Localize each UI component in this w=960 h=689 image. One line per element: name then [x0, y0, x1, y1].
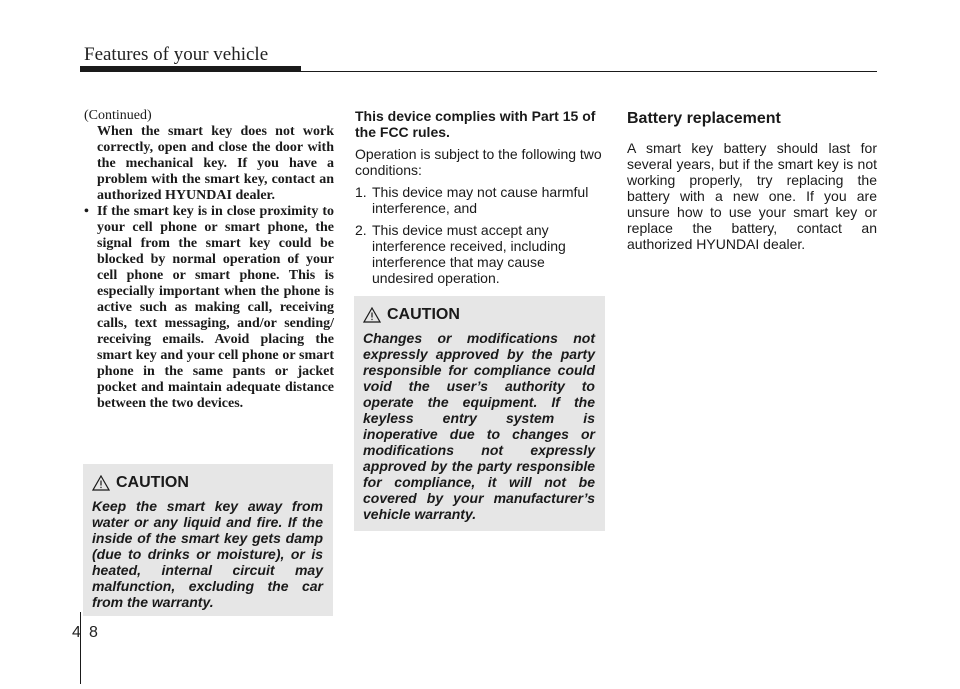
middle-column — [355, 108, 605, 292]
bullet-text: If the smart key is in close proximity to your cell phone or smart phone, the signal from the smart key could be blocked by normal operation of your cell phone or smart phone. This is especially important when the phone is active such as making call, receiving calls, text messaging, and/or sending/ receiving emails. Avoid placing the smart key and your cell phone or smart phone in the same pants or jacket pocket and maintain adequate distance between the two devices. — [97, 204, 334, 411]
left-column — [84, 108, 334, 412]
caution-box-middle — [354, 296, 605, 531]
caution-box-left — [83, 464, 333, 616]
footer-divider — [80, 612, 81, 684]
caution-text: Keep the smart key away from water or any liquid and fire. If the inside of the smart key gets damp (due to drinks or moisture), or is heated, internal circuit may malfunction, excluding the car from the warranty. — [92, 498, 323, 610]
battery-replacement-text: A smart key battery should last for several years, but if the smart key is not working properly, try replacing the battery with a new one. If you are unsure how to use your smart key or replace the battery, contact an authorized HYUNDAI dealer. — [627, 140, 877, 252]
condition-text: This device must accept any interference received, including interference that may cause undesired operation. — [372, 222, 566, 286]
condition-text: This device may not cause harmful interference, and — [372, 184, 589, 216]
fcc-condition-item — [355, 222, 605, 286]
header-rule-thin — [301, 71, 877, 72]
caution-header — [92, 474, 323, 492]
warning-triangle-icon — [363, 307, 381, 323]
continued-text: When the smart key does not work correctly, open and close the door with the mechanical key. If you have a problem with the smart key, contact an authorized HYUNDAI dealer. — [97, 124, 334, 203]
caution-title: CAUTION — [387, 306, 460, 323]
page-header-title: Features of your vehicle — [84, 44, 269, 65]
fcc-heading: This device complies with Part 15 of the FCC rules. — [355, 108, 596, 140]
bullet-item — [84, 204, 334, 412]
caution-text: Changes or modifications not expressly approved by the party responsible for compliance could void the user’s authority to operate the equipment. If the keyless entry system is inoperative due to changes or modifications not expressly approved by the party responsible for compliance, it will not be covered by your manufacturer’s vehicle warranty. — [363, 330, 595, 522]
right-column — [627, 108, 877, 252]
condition-number: 2. — [355, 222, 367, 238]
condition-number: 1. — [355, 184, 367, 200]
header-rule-thick — [80, 66, 301, 72]
page-number: 8 — [89, 624, 98, 641]
caution-title: CAUTION — [116, 474, 189, 491]
warning-triangle-icon — [92, 475, 110, 491]
battery-replacement-heading: Battery replacement — [627, 110, 781, 127]
fcc-condition-item — [355, 184, 605, 216]
fcc-intro: Operation is subject to the following two conditions: — [355, 146, 602, 178]
continued-label: (Continued) — [84, 108, 152, 123]
section-number: 4 — [72, 624, 81, 641]
bullet-mark: • — [84, 204, 89, 219]
caution-header — [363, 306, 595, 324]
fcc-conditions-list — [355, 184, 605, 286]
